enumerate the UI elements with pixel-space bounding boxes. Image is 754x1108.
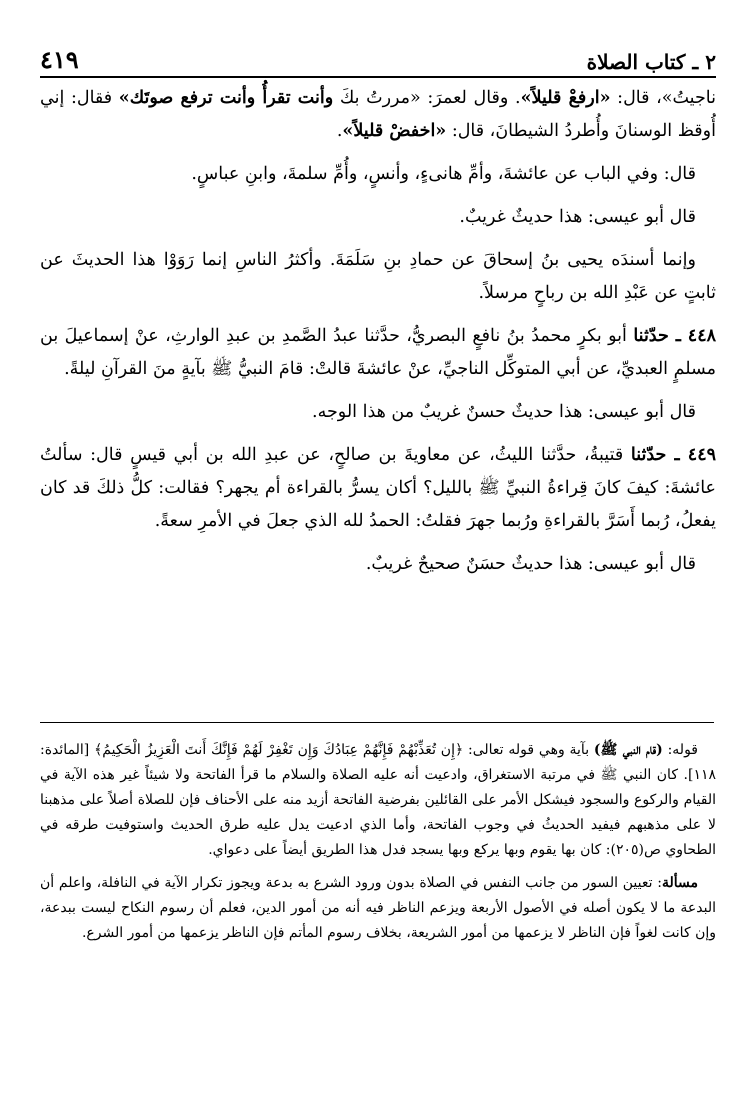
hadith-number: ٤٤٩ [687, 445, 716, 465]
text-run: : تعيين السور من جانب النفس في الصلاة بدون ورود الشرع به بدعة ويجوز تكرار الآية في النافلة، واعلم أن البدعة ما لا يكون أصله في الأصول الأربعة ويزعم الناظر فيه أنه من أمور الدين، فعلم أن رسوم النكاح ليست ببدعة، وإن كانت لغواً فإن الناظر لا يزعمها من أمور الشريعة، بخلاف رسوم المأتم فإن الناظر يزعمها من أمور الشرع. [40, 875, 717, 941]
text-run: فقال: إني أُوقظ الوسنانَ وأُطردُ الشيطانَ، قال: [40, 88, 716, 141]
text-run: ناجيتُ»، قال: [610, 88, 716, 108]
paragraph-chapter-refs: قال: وفي الباب عن عائشةَ، وأمِّ هانىءٍ، وأنسٍ، وأُمِّ سلمةَ، وابنِ عباسٍ. [191, 164, 696, 184]
page-header [40, 40, 716, 78]
paragraph-grading-449: قال أبو عيسى: هذا حديثٌ حسَنٌ صحيحٌ غريبٌ. [365, 554, 696, 574]
paragraph-grading: قال أبو عيسى: هذا حديثٌ غريبٌ. [459, 207, 696, 227]
paragraph-continuation [40, 82, 716, 148]
page-number: ٤١٩ [40, 45, 79, 74]
chapter-title: ٢ ـ كتاب الصلاة [586, 50, 716, 74]
hadith-449 [40, 439, 716, 538]
quote-bold: «اخفضْ قليلاً» [342, 121, 447, 141]
text-run: . [336, 121, 343, 141]
quote-bold: «ارفعْ قليلاً» [520, 88, 611, 108]
paragraph-grading-448: قال أبو عيسى: هذا حديثٌ حسنٌ غريبٌ من هذا الوجه. [312, 402, 696, 422]
footnotes [40, 738, 716, 954]
footnote-keyword: (قام النبي ﷺ) [593, 742, 663, 758]
footnote-keyword: مسألة [661, 875, 698, 891]
hadith-text: أبو بكرٍ محمدُ بنُ نافعٍ البصريُّ، حدَّثنا عبدُ الصَّمدِ بن عبدِ الوارثِ، عنْ إسماعيلَ بن مسلمٍ العبديِّ، عن أبي المتوكِّل الناجيِّ، عنْ عائشةَ قالتْ: قامَ النبيُّ ﷺ بآيةٍ منَ القرآنِ ليلةً. [40, 326, 716, 379]
hadith-448 [40, 320, 716, 386]
main-text [40, 82, 716, 591]
text-run: قوله: [662, 742, 698, 758]
hadith-label: ـ حدّثنا [633, 326, 688, 346]
footnote-2 [40, 871, 716, 946]
hadith-label: ـ حدّثنا [630, 445, 688, 465]
text-run: . وقال لعمرَ: «مررتُ بكَ [333, 88, 521, 108]
hadith-text: قتيبةُ، حدَّثنا الليثُ، عن معاويةَ بن صالحٍ، عن عبدِ الله بن أبي قيسٍ قال: سألتُ عائشةَ: كيفَ كانَ قِراءةُ النبيِّ ﷺ بالليل؟ أكان يسرُّ بالقراءة أم يجهر؟ فقالت: كلُّ ذلكَ قد كان يفعلُ، رُبما أَسَرَّ بالقراءةِ ورُبما جهرَ فقلتُ: الحمدُ لله الذي جعلَ في الأمرِ سعةً. [40, 445, 716, 531]
quote-bold: وأنت تقرأُ وأنت ترفع صوتَك» [118, 88, 334, 108]
text-run: بآية وهي قوله تعالى: ﴿إِن تُعَذِّبْهُمْ فَإِنَّهُمْ عِبَادُكَ وَإِن تَغْفِرْ لَهُمْ فَإِنَّكَ أَنتَ الْعَزِيزُ الْحَكِيمُ﴾ [المائدة: ١١٨]. كان النبي ﷺ في مرتبة الاستغراق، وادعيت أنه عليه الصلاة والسلام ما قرأ الفاتحة ولا شيئاً غير هذه الآية في القيام والركوع والسجود فيشكل الأمر على القائلين بفرضية الفاتحة أزيد منه على الأحناف فإن للصلاة أصلاً على مذهبنا لا على مذهبهم فيفيد الحديثُ في وجوب الفاتحة، وأما الذي ادعيت يدل عليه طرق الحديث واستوفيت طرقه في الطحاوي ص(٢٠٥): كان بها يقوم وبها يركع وبها يسجد فدل هذا الطريق أيضاً على دعواي. [40, 742, 716, 858]
footnote-divider [40, 722, 714, 723]
hadith-number: ٤٤٨ [687, 326, 716, 346]
paragraph-isnad-note: وإنما أسندَه يحيى بنُ إسحاقَ عن حمادِ بنِ سَلَمَةَ. وأكثرُ الناسِ إنما رَوَوْا هذا الحديثَ عن ثابتٍ عن عَبْدِ الله بن رباحٍ مرسلاً. [40, 250, 716, 303]
footnote-1 [40, 738, 716, 863]
